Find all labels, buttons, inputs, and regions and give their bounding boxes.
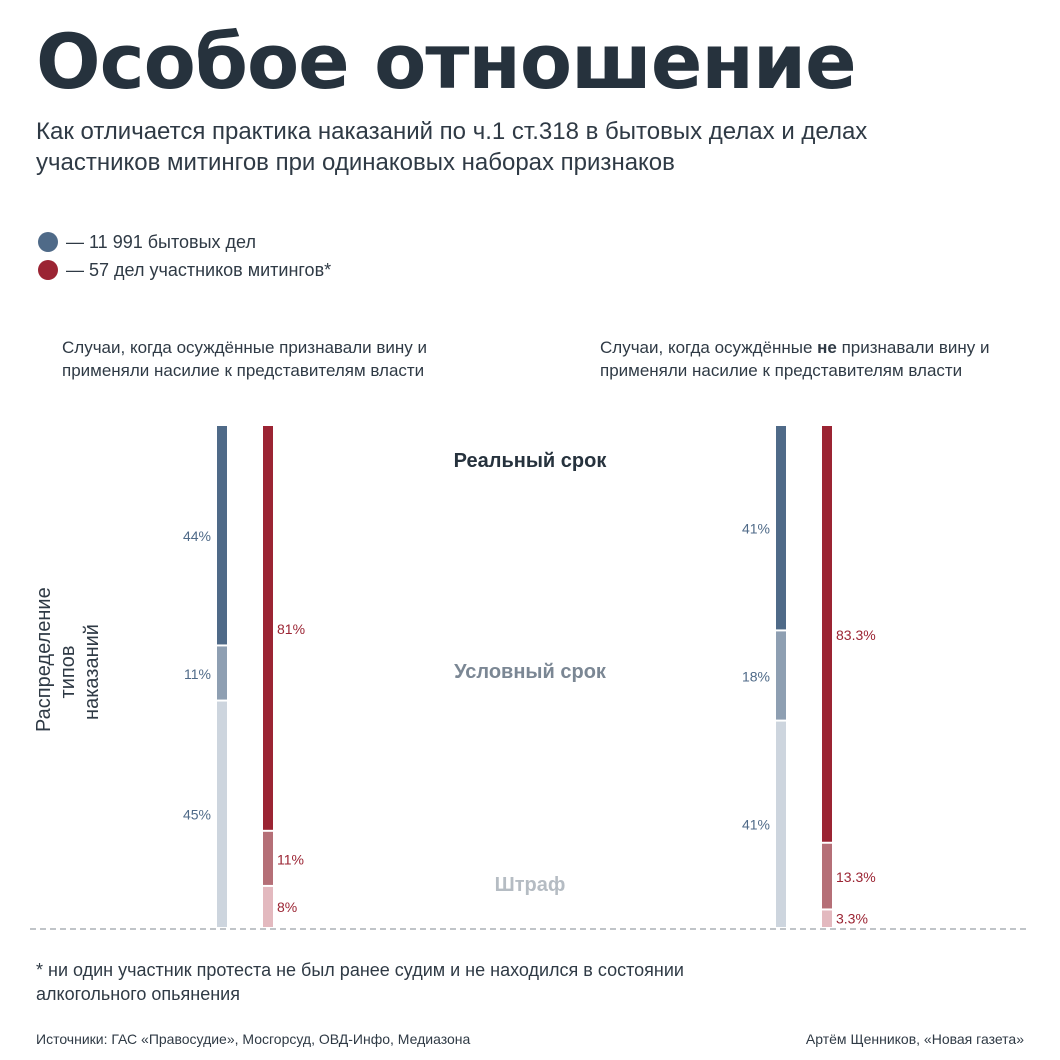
- data-label-g1-s0-1: 18%: [741, 668, 770, 685]
- bar-segment-g0-s0-0: [217, 426, 227, 644]
- bar-segment-g0-s0-1: [217, 646, 227, 699]
- data-label-g0-s0-1: 11%: [184, 665, 211, 682]
- footnote: * ни один участник протеста не был ранее судим и не находился в состоянии алкогольного опьянения: [36, 960, 684, 1004]
- page-title: Особое отношение: [36, 17, 856, 106]
- bar-segment-g1-s1-1: [822, 844, 832, 909]
- data-label-g1-s0-0: 41%: [741, 520, 770, 537]
- category-label-0: Реальный срок: [453, 450, 607, 472]
- panel-title-not-admitted-emphasis: не: [817, 338, 837, 357]
- subtitle: Как отличается практика наказаний по ч.1 ст.318 в бытовых делах и делах участников митингов при одинаковых наборах признаков: [36, 118, 868, 176]
- data-label-g1-s0-2: 41%: [741, 816, 770, 833]
- bar-segment-g1-s0-2: [776, 722, 786, 927]
- data-label-g0-s1-0: 81%: [277, 620, 306, 637]
- bar-segment-g1-s1-0: [822, 426, 832, 842]
- category-label-1: Условный срок: [454, 661, 606, 683]
- credit: Артём Щенников, «Новая газета»: [805, 1031, 1024, 1047]
- data-label-g0-s1-2: 8%: [277, 898, 298, 915]
- bar-segment-g1-s0-0: [776, 426, 786, 629]
- y-axis-label: Распределение типов наказаний: [33, 587, 103, 732]
- data-label-g1-s1-1: 13.3%: [836, 869, 876, 886]
- panel-title-not-admitted-end: признавали вину и применяли насилие к представителям власти: [600, 338, 990, 380]
- bar-segment-g0-s1-1: [263, 832, 273, 885]
- bar-segment-g1-s1-2: [822, 910, 832, 927]
- data-label-g0-s0-0: 44%: [182, 528, 211, 545]
- bar-segment-g0-s1-0: [263, 426, 273, 830]
- bar-segment-g0-s1-2: [263, 887, 273, 927]
- legend-label-protesters: — 57 дел участников митингов*: [66, 259, 332, 280]
- panel-title-admitted-text: Случаи, когда осуждённые признавали вину и применяли насилие к представителям власти: [62, 338, 427, 380]
- data-label-g1-s1-0: 83.3%: [836, 626, 876, 643]
- panel-title-not-admitted-start: Случаи, когда осуждённые: [600, 338, 818, 357]
- data-label-g1-s1-2: 3.3%: [836, 910, 868, 927]
- bar-segment-g1-s0-1: [776, 631, 786, 719]
- sources: Источники: ГАС «Правосудие», Мосгорсуд, ОВД-Инфо, Медиазона: [36, 1031, 471, 1047]
- category-label-2: Штраф: [494, 874, 566, 896]
- data-label-g0-s1-1: 11%: [277, 851, 304, 868]
- legend-label-household: — 11 991 бытовых дел: [66, 231, 256, 252]
- bar-segment-g0-s0-2: [217, 702, 227, 927]
- data-label-g0-s0-2: 45%: [182, 806, 211, 823]
